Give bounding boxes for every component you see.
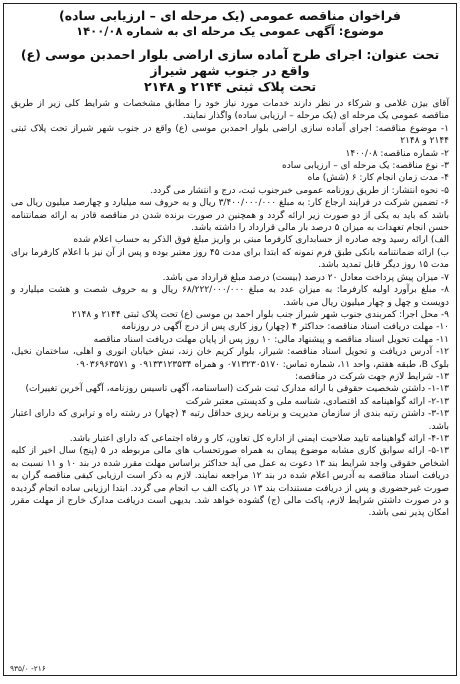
notice-body xyxy=(11,98,449,520)
notice-title: فراخوان مناقصه عمومی (یک مرحله ای – ارزیابی ساده) xyxy=(59,8,401,23)
item-duration: ۴- مدت زمان انجام کار: ۶ (شش) ماه xyxy=(307,173,449,184)
condition-5: ۵-۱۳- ارائه سوابق کاری مشابه موضوع پیمان به همراه صورتحساب های مالی مربوطه در ۵ (پنج) سال اخیر از کلیه اشخاص حقوقی واجد شرایط بند ۱۳ دعوت به عمل می آید حداکثر براساس مهلت مقرر شده در بند ۱۰ و ۱۱ نسبت به دریافت اسناد مناقصه به آدرس اعلام شده در بند ۱۲ مراجعه نمایند. لازم به ذکر است ارزیابی کیفی مناقصه گران به صورت غیرحضوری و پس از دریافت مستندات بند ۱۳ در پاکت الف ب انجام می گردد. ابتدا ارزیابی ساده انجام گردیده و در صورت داشتن شرایط لازم، پاکت مالی (ج) گشوده خواهد شد. بدیهی است دریافت مدارک خارج از مهلت مقرر امکان پذیر نمی باشد. xyxy=(11,446,450,519)
condition-3: ۳-۱۳- داشتن رتبه بندی از سازمان مدیریت و برنامه ریزی حداقل رتبه ۴ (چهار) در رشته راه و ترابری که دارای اعتبار باشد. xyxy=(11,409,449,432)
item-guarantee-b: ب) ارائه ضمانتنامه بانکی طبق فرم نمونه که ابتدا برای مدت ۴۵ روز معتبر بوده و پس از آن نیز با اعلام کارفرما برای مدت ۱۵ روز دیگر قابل تمدید باشد. xyxy=(11,247,449,271)
footer-code: ۹۳۵/۰ -۲۱۶ xyxy=(10,664,46,673)
condition-2: ۲-۱۳- ارائه گواهینامه کد اقتصادی، شناسه ملی و کدپستی معتبر شرکت xyxy=(185,396,449,407)
item-submit-deadline: ۱۱- مهلت تحویل اسناد مناقصه و پیشنهاد مالی: ۱۰ روز پس از پایان مهلت دریافت اسناد مناقصه xyxy=(93,334,449,345)
item-guarantee-a: الف) ارائه رسید وجه صادره از حسابداری کارفرما مبنی بر واریز مبلغ فوق الذکر به حساب اعلام شده xyxy=(73,235,449,246)
item-location: ۹- محل اجرا: کمربندی جنوب شهر شیراز جنب بلوار احمد بن موسی (ع) تحت پلاک ثبتی ۲۱۴۴ و ۲۱۴۸ xyxy=(71,309,449,320)
item-doc-deadline: ۱۰- مهلت دریافت اسناد مناقصه: حداکثر ۴ (چهار) روز کاری پس از درج آگهی در روزنامه xyxy=(121,322,449,333)
item-guarantee: ۶- تضمین شرکت در فرایند ارجاع کار: به مبلغ ۳/۴۰۰/۰۰۰/۰۰۰ ریال و به حروف سه میلیارد و چهارصد میلیون ریال می باشد که باید به یکی از دو صورت زیر ارائه گردد و همچنین در صورت برنده شدن در مناقصه قادر به ارائه ضمانتنامه حسن انجام تعهدات به میزان ۵ درصد بار مالی قرارداد را داشته باشد. xyxy=(11,198,449,234)
item-publication: ۵- نحوه انتشار: از طریق روزنامه عمومی خبرجنوب ثبت، درج و انتشار می گردد. xyxy=(150,185,449,196)
notice-subject: موضوع: آگهی عمومی یک مرحله ای به شماره ۱۴۰۰/۰۸ xyxy=(76,24,384,38)
notice-project-title: تحت عنوان: اجرای طرح آماده سازی اراضی بلوار احمدبن موسی (ع) واقع در جنوب شهر شیراز xyxy=(20,47,440,78)
notice-plot-number: تحت پلاک ثبتی ۲۱۴۴ و ۲۱۴۸ xyxy=(143,79,317,94)
item-number: ۲- شماره مناقصه: ۱۴۰۰/۰۸ xyxy=(345,148,449,159)
condition-4: ۴-۱۳- ارائه گواهینامه تایید صلاحیت ایمنی از اداره کل تعاون، کار و رفاه اجتماعی که دارای اعتبار باشد. xyxy=(69,433,449,444)
tender-notice xyxy=(3,3,457,676)
intro-paragraph: آقای بیژن غلامی و شرکاء در نظر دارند خدمات مورد نیاز خود را مطابق مشخصات و شرایط کلی زیر از طریق مناقصه عمومی یک مرحله ای (یک مرحله – ارزیابی ساده) واگذار نمایند. xyxy=(11,99,449,122)
condition-1: ۱-۱۳- داشتن شخصیت حقوقی با ارائه مدارک ثبت شرکت (اساسنامه، آگهی تاسیس روزنامه، آگهی آخرین تغییرات) xyxy=(25,384,449,395)
item-estimate: ۸- مبلغ برآورد اولیه کارفرما: به میزان عدد به مبلغ ۶۸/۲۲۲/۰۰۰/۰۰۰ ریال و به حروف شصت و هشت میلیارد و دویست و چهل و چهار میلیون ریال می باشد. xyxy=(11,285,449,308)
item-prepayment: ۷- میزان پیش پرداخت معادل ۲۰ درصد (بیست) درصد مبلغ قرارداد می باشد. xyxy=(162,272,449,283)
item-type: ۳- نوع مناقصه: یک مرحله ای – ارزیابی ساده xyxy=(282,161,449,172)
item-conditions: ۱۳- شرایط لازم جهت شرکت در مناقصه: xyxy=(295,371,449,382)
item-address: ۱۲- آدرس دریافت و تحویل اسناد مناقصه: شیراز، بلوار کریم خان زند، نبش خیابان انوری و اهلی، ساختمان نخیل، بلوک B، طبقه هفتم، واحد ۱۱، شماره تماس: ۰۷۱۳۲۳۰۵۱۷۰ و همراه ۰۹۱۳۳۱۲۳۵۳۴ و ۰۹۰۳۶۹۶۳۵۷۱ xyxy=(11,347,449,370)
item-subject: ۱- موضوع مناقصه: اجرای آماده سازی اراضی بلوار احمدبن موسی (ع) واقع در جنوب شهر شیراز تحت پلاک ثبتی ۲۱۴۴ و ۲۱۴۸ xyxy=(11,123,449,147)
